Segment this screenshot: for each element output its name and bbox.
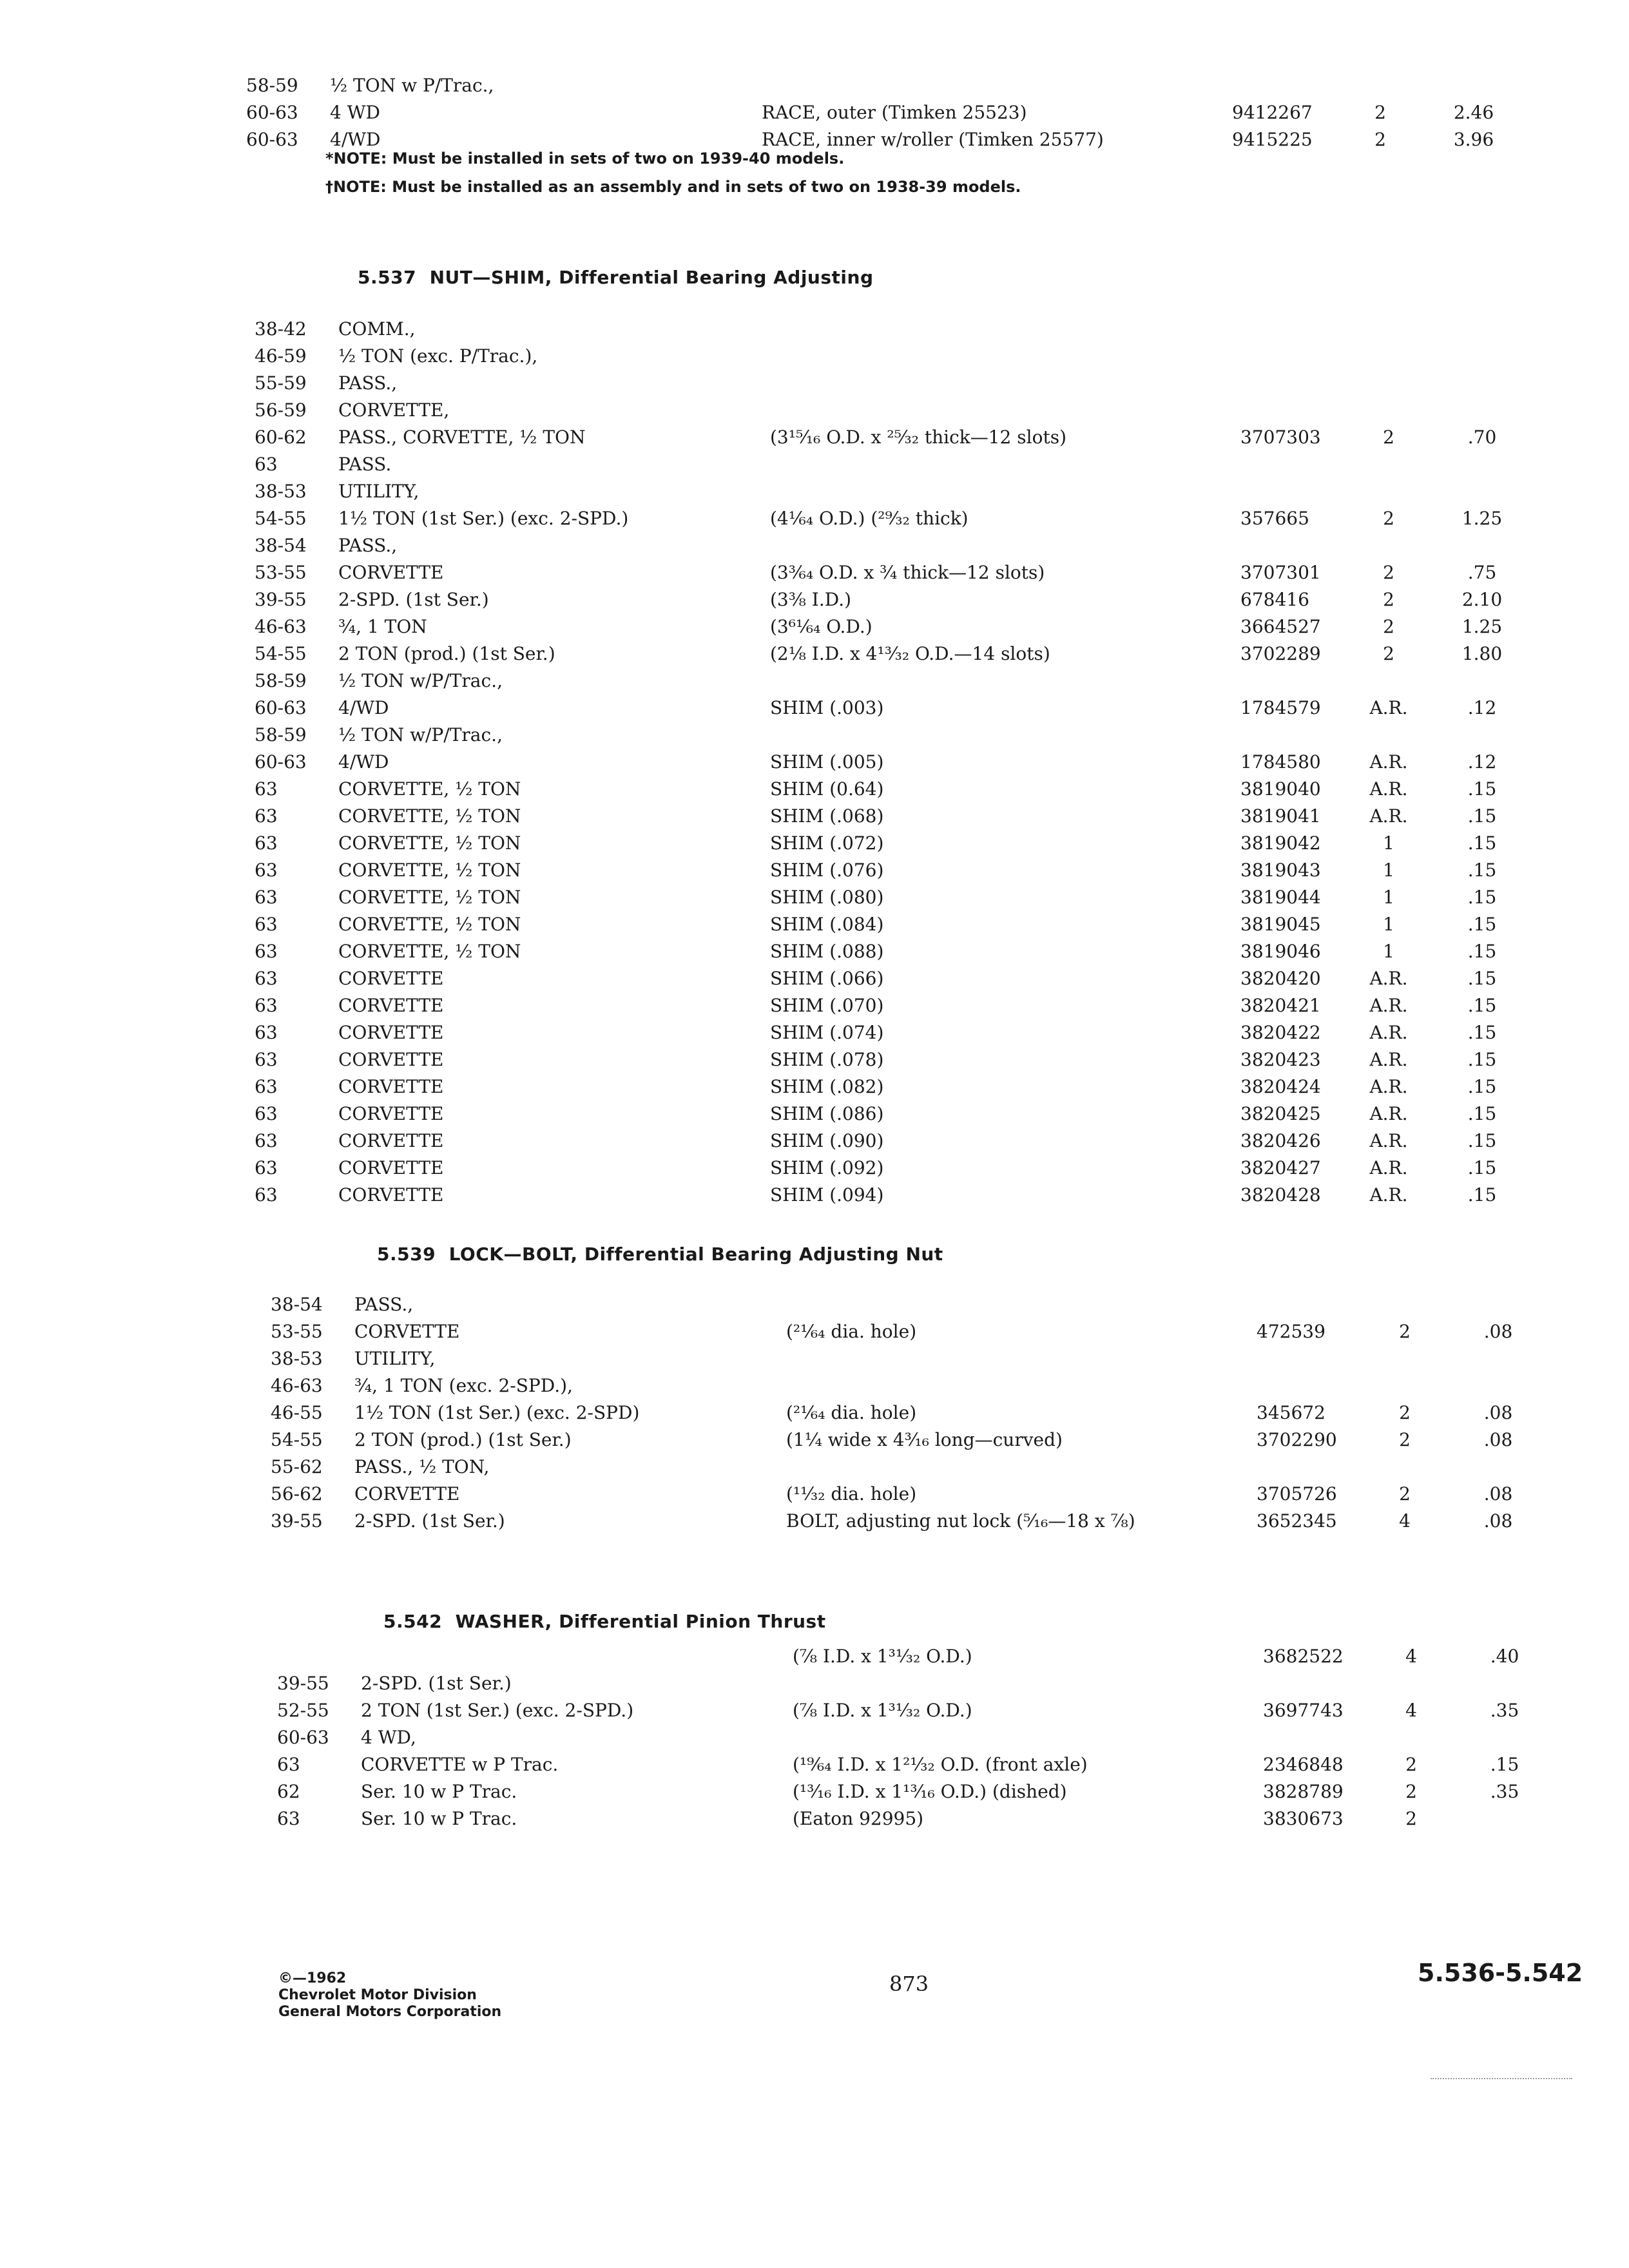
part-number-cell: 3820427	[1240, 1157, 1321, 1178]
part-number-cell: 2346848	[1263, 1754, 1344, 1775]
model-cell: 4/WD	[338, 697, 389, 718]
year-cell: 60-63	[255, 751, 307, 773]
year-cell: 63	[255, 1157, 278, 1178]
model-cell: 2 TON (1st Ser.) (exc. 2-SPD.)	[361, 1700, 634, 1721]
year-cell: 60-63	[277, 1727, 329, 1748]
price-cell: .15	[1467, 995, 1497, 1016]
quantity-cell: 4	[1405, 1700, 1417, 1721]
year-cell: 58-59	[255, 670, 307, 691]
part-number-cell: 3705726	[1257, 1483, 1337, 1504]
description-cell: SHIM (.094)	[770, 1184, 884, 1206]
model-cell: CORVETTE, ½ TON	[338, 860, 521, 881]
year-cell: 38-53	[255, 481, 307, 502]
division: Chevrolet Motor Division	[278, 1987, 477, 2003]
price-cell: .15	[1467, 968, 1497, 989]
model-cell: ¾, 1 TON (exc. 2-SPD.),	[354, 1375, 573, 1396]
part-number-cell: 3828789	[1263, 1781, 1344, 1802]
part-number-cell: 3819040	[1240, 778, 1321, 800]
part-number-cell: 3707301	[1240, 562, 1321, 583]
model-cell: 4 WD,	[361, 1727, 416, 1748]
description-cell: SHIM (0.64)	[770, 778, 884, 800]
year-cell: 62	[277, 1781, 300, 1802]
quantity-cell: 2	[1383, 643, 1394, 664]
part-number-cell: 678416	[1240, 589, 1309, 610]
part-number-cell: 3682522	[1263, 1646, 1344, 1667]
note-2: †NOTE: Must be installed as an assembly and in sets of two on 1938-39 models.	[325, 178, 1021, 196]
price-cell: .35	[1490, 1700, 1519, 1721]
section-header-5-539	[377, 1244, 943, 1265]
model-cell: UTILITY,	[354, 1348, 436, 1369]
quantity-cell: 2	[1383, 589, 1394, 610]
model-cell: CORVETTE	[338, 1130, 444, 1151]
price-cell: .15	[1467, 860, 1497, 881]
model-cell: 2 TON (prod.) (1st Ser.)	[338, 643, 555, 664]
description-cell: BOLT, adjusting nut lock (⁵⁄₁₆—18 x ⅞)	[786, 1510, 1135, 1532]
description-cell: (²¹⁄₆₄ dia. hole)	[786, 1321, 917, 1342]
part-number-cell: 3820426	[1240, 1130, 1321, 1151]
copyright: ©—1962	[278, 1970, 347, 1986]
description-cell: RACE, inner w/roller (Timken 25577)	[762, 129, 1104, 150]
model-cell: CORVETTE,	[338, 399, 450, 421]
year-cell: 55-59	[255, 372, 307, 394]
model-cell: ½ TON (exc. P/Trac.),	[338, 345, 538, 367]
section-number: 5.537	[358, 267, 417, 288]
scan-mark	[1431, 2078, 1572, 2079]
description-cell: SHIM (.068)	[770, 805, 884, 827]
part-number-cell: 472539	[1257, 1321, 1325, 1342]
model-cell: CORVETTE	[354, 1483, 460, 1504]
year-cell: 39-55	[277, 1673, 329, 1694]
year-cell: 63	[255, 454, 278, 475]
quantity-cell: 4	[1405, 1646, 1417, 1667]
price-cell: .08	[1483, 1510, 1513, 1532]
quantity-cell: A.R.	[1369, 1184, 1408, 1206]
quantity-cell: 4	[1399, 1510, 1411, 1532]
part-number-cell: 3702289	[1240, 643, 1321, 664]
quantity-cell: 2	[1383, 427, 1394, 448]
model-cell: PASS.	[338, 454, 392, 475]
year-cell: 63	[277, 1754, 300, 1775]
part-number-cell: 3707303	[1240, 427, 1321, 448]
description-cell: RACE, outer (Timken 25523)	[762, 102, 1027, 123]
quantity-cell: 2	[1405, 1781, 1417, 1802]
year-cell: 63	[255, 1184, 278, 1206]
year-cell: 46-63	[271, 1375, 323, 1396]
year-cell: 53-55	[271, 1321, 323, 1342]
model-cell: CORVETTE, ½ TON	[338, 914, 521, 935]
price-cell: .15	[1467, 1076, 1497, 1097]
model-cell: CORVETTE	[338, 1184, 444, 1206]
quantity-cell: 2	[1399, 1402, 1411, 1423]
quantity-cell: 2	[1405, 1808, 1417, 1829]
year-cell: 63	[255, 887, 278, 908]
note-1: *NOTE: Must be installed in sets of two on 1939-40 models.	[325, 149, 845, 168]
model-cell: PASS.,	[338, 535, 398, 556]
description-cell: SHIM (.086)	[770, 1103, 884, 1124]
price-cell: .15	[1467, 1157, 1497, 1178]
model-cell: 1½ TON (1st Ser.) (exc. 2-SPD.)	[338, 508, 629, 529]
price-cell: .08	[1483, 1321, 1513, 1342]
price-cell: .15	[1467, 805, 1497, 827]
year-cell: 52-55	[277, 1700, 329, 1721]
quantity-cell: 1	[1383, 941, 1394, 962]
section-number: 5.542	[383, 1611, 443, 1632]
quantity-cell: A.R.	[1369, 1103, 1408, 1124]
model-cell: 2-SPD. (1st Ser.)	[338, 589, 489, 610]
description-cell: (¹³⁄₁₆ I.D. x 1¹³⁄₁₆ O.D.) (dished)	[793, 1781, 1067, 1802]
part-number-cell: 3819046	[1240, 941, 1321, 962]
year-cell: 63	[255, 1130, 278, 1151]
year-cell: 63	[277, 1808, 300, 1829]
section-header-5-542	[383, 1611, 826, 1632]
price-cell: 1.25	[1461, 616, 1503, 637]
model-cell: ½ TON w P/Trac.,	[330, 75, 494, 96]
quantity-cell: A.R.	[1369, 1049, 1408, 1070]
year-cell: 60-63	[255, 697, 307, 718]
description-cell: SHIM (.080)	[770, 887, 884, 908]
section-number: 5.539	[377, 1244, 436, 1265]
year-cell: 38-54	[271, 1294, 323, 1315]
section-header-5-537	[358, 267, 874, 288]
description-cell: (¹⁹⁄₆₄ I.D. x 1²¹⁄₃₂ O.D. (front axle)	[793, 1754, 1088, 1775]
price-cell: .15	[1467, 941, 1497, 962]
quantity-cell: A.R.	[1369, 995, 1408, 1016]
description-cell: (1¼ wide x 4³⁄₁₆ long—curved)	[786, 1429, 1063, 1450]
quantity-cell: A.R.	[1369, 1157, 1408, 1178]
year-cell: 39-55	[255, 589, 307, 610]
year-cell: 60-63	[246, 129, 298, 150]
price-cell: 1.80	[1461, 643, 1503, 664]
part-number-cell: 3819041	[1240, 805, 1321, 827]
part-number-cell: 3820425	[1240, 1103, 1321, 1124]
quantity-cell: A.R.	[1369, 697, 1408, 718]
year-cell: 46-59	[255, 345, 307, 367]
year-cell: 39-55	[271, 1510, 323, 1532]
quantity-cell: A.R.	[1369, 1130, 1408, 1151]
quantity-cell: A.R.	[1369, 1022, 1408, 1043]
part-number-cell: 3820421	[1240, 995, 1321, 1016]
price-cell: 2.10	[1461, 589, 1503, 610]
model-cell: CORVETTE, ½ TON	[338, 887, 521, 908]
quantity-cell: 2	[1374, 102, 1386, 123]
year-cell: 38-53	[271, 1348, 323, 1369]
quantity-cell: 1	[1383, 860, 1394, 881]
footer-credits	[278, 1970, 501, 2021]
description-cell: (4¹⁄₆₄ O.D.) (²⁹⁄₃₂ thick)	[770, 508, 969, 529]
model-cell: Ser. 10 w P Trac.	[361, 1808, 517, 1829]
description-cell: (⅞ I.D. x 1³¹⁄₃₂ O.D.)	[793, 1646, 972, 1667]
year-cell: 55-62	[271, 1456, 323, 1477]
year-cell: 63	[255, 968, 278, 989]
model-cell: UTILITY,	[338, 481, 419, 502]
quantity-cell: 2	[1383, 508, 1394, 529]
year-cell: 63	[255, 1103, 278, 1124]
description-cell: (3⅜ I.D.)	[770, 589, 852, 610]
description-cell: SHIM (.005)	[770, 751, 884, 773]
quantity-cell: 2	[1383, 616, 1394, 637]
description-cell: (⅞ I.D. x 1³¹⁄₃₂ O.D.)	[793, 1700, 972, 1721]
quantity-cell: 1	[1383, 914, 1394, 935]
price-cell: .08	[1483, 1429, 1513, 1450]
model-cell: PASS., CORVETTE, ½ TON	[338, 427, 586, 448]
part-number-cell: 3664527	[1240, 616, 1321, 637]
part-number-cell: 3819044	[1240, 887, 1321, 908]
description-cell: (3⁶¹⁄₆₄ O.D.)	[770, 616, 872, 637]
price-cell: .15	[1467, 1130, 1497, 1151]
price-cell: .75	[1467, 562, 1497, 583]
section-title: NUT—SHIM, Differential Bearing Adjusting	[429, 267, 874, 288]
model-cell: CORVETTE	[338, 995, 444, 1016]
year-cell: 63	[255, 860, 278, 881]
model-cell: PASS.,	[354, 1294, 414, 1315]
price-cell: .15	[1467, 1184, 1497, 1206]
part-number-cell: 3820422	[1240, 1022, 1321, 1043]
model-cell: 2 TON (prod.) (1st Ser.)	[354, 1429, 572, 1450]
model-cell: CORVETTE	[338, 1049, 444, 1070]
model-cell: ½ TON w/P/Trac.,	[338, 670, 503, 691]
description-cell: SHIM (.082)	[770, 1076, 884, 1097]
price-cell: .35	[1490, 1781, 1519, 1802]
quantity-cell: A.R.	[1369, 805, 1408, 827]
section-title: WASHER, Differential Pinion Thrust	[455, 1611, 826, 1632]
price-cell: .15	[1490, 1754, 1519, 1775]
model-cell: ¾, 1 TON	[338, 616, 427, 637]
part-number-cell: 3819043	[1240, 860, 1321, 881]
year-cell: 63	[255, 1049, 278, 1070]
year-cell: 54-55	[271, 1429, 323, 1450]
quantity-cell: 2	[1399, 1429, 1411, 1450]
year-cell: 60-62	[255, 427, 307, 448]
model-cell: Ser. 10 w P Trac.	[361, 1781, 517, 1802]
part-number-cell: 3820420	[1240, 968, 1321, 989]
description-cell: SHIM (.078)	[770, 1049, 884, 1070]
description-cell: (²¹⁄₆₄ dia. hole)	[786, 1402, 917, 1423]
part-number-cell: 357665	[1240, 508, 1309, 529]
price-cell: .08	[1483, 1402, 1513, 1423]
part-number-cell: 3819045	[1240, 914, 1321, 935]
description-cell: (3¹⁵⁄₁₆ O.D. x ²⁵⁄₃₂ thick—12 slots)	[770, 427, 1066, 448]
part-number-cell: 3819042	[1240, 832, 1321, 854]
model-cell: 2-SPD. (1st Ser.)	[354, 1510, 505, 1532]
quantity-cell: 2	[1374, 129, 1386, 150]
part-number-cell: 3820424	[1240, 1076, 1321, 1097]
description-cell: (3³⁄₆₄ O.D. x ¾ thick—12 slots)	[770, 562, 1045, 583]
part-number-cell: 9415225	[1232, 129, 1313, 150]
quantity-cell: 2	[1383, 562, 1394, 583]
quantity-cell: 1	[1383, 832, 1394, 854]
description-cell: SHIM (.092)	[770, 1157, 884, 1178]
model-cell: CORVETTE, ½ TON	[338, 778, 521, 800]
model-cell: ½ TON w/P/Trac.,	[338, 724, 503, 745]
quantity-cell: 2	[1399, 1321, 1411, 1342]
part-number-cell: 3697743	[1263, 1700, 1344, 1721]
description-cell: SHIM (.074)	[770, 1022, 884, 1043]
model-cell: PASS., ½ TON,	[354, 1456, 490, 1477]
year-cell: 63	[255, 914, 278, 935]
price-cell: .12	[1467, 751, 1497, 773]
part-number-cell: 1784579	[1240, 697, 1321, 718]
part-number-cell: 3820423	[1240, 1049, 1321, 1070]
year-cell: 58-59	[255, 724, 307, 745]
price-cell: .15	[1467, 1022, 1497, 1043]
year-cell: 46-55	[271, 1402, 323, 1423]
description-cell: SHIM (.084)	[770, 914, 884, 935]
year-cell: 54-55	[255, 508, 307, 529]
page-number: 873	[889, 1972, 929, 1996]
part-number-cell: 3820428	[1240, 1184, 1321, 1206]
price-cell: .15	[1467, 1103, 1497, 1124]
year-cell: 63	[255, 832, 278, 854]
model-cell: 2-SPD. (1st Ser.)	[361, 1673, 512, 1694]
part-number-cell: 3830673	[1263, 1808, 1344, 1829]
corporation: General Motors Corporation	[278, 2004, 502, 2020]
model-cell: 4 WD	[330, 102, 380, 123]
section-range: 5.536-5.542	[1418, 1959, 1583, 1987]
part-number-cell: 3652345	[1257, 1510, 1337, 1532]
price-cell: .15	[1467, 914, 1497, 935]
model-cell: CORVETTE	[354, 1321, 460, 1342]
price-cell: .15	[1467, 887, 1497, 908]
year-cell: 54-55	[255, 643, 307, 664]
model-cell: CORVETTE	[338, 1157, 444, 1178]
description-cell: (Eaton 92995)	[793, 1808, 924, 1829]
model-cell: CORVETTE w P Trac.	[361, 1754, 559, 1775]
description-cell: SHIM (.076)	[770, 860, 884, 881]
model-cell: CORVETTE, ½ TON	[338, 805, 521, 827]
model-cell: 4/WD	[330, 129, 381, 150]
year-cell: 56-62	[271, 1483, 323, 1504]
part-number-cell: 1784580	[1240, 751, 1321, 773]
model-cell: CORVETTE	[338, 562, 444, 583]
part-number-cell: 3702290	[1257, 1429, 1337, 1450]
description-cell: (¹¹⁄₃₂ dia. hole)	[786, 1483, 917, 1504]
description-cell: SHIM (.070)	[770, 995, 884, 1016]
model-cell: CORVETTE	[338, 1076, 444, 1097]
year-cell: 63	[255, 1022, 278, 1043]
year-cell: 63	[255, 1076, 278, 1097]
year-cell: 38-54	[255, 535, 307, 556]
price-cell: .08	[1483, 1483, 1513, 1504]
year-cell: 63	[255, 995, 278, 1016]
year-cell: 63	[255, 778, 278, 800]
description-cell: SHIM (.003)	[770, 697, 884, 718]
model-cell: CORVETTE, ½ TON	[338, 941, 521, 962]
model-cell: CORVETTE	[338, 1103, 444, 1124]
year-cell: 58-59	[246, 75, 298, 96]
description-cell: SHIM (.066)	[770, 968, 884, 989]
model-cell: CORVETTE	[338, 968, 444, 989]
model-cell: 1½ TON (1st Ser.) (exc. 2-SPD)	[354, 1402, 640, 1423]
part-number-cell: 345672	[1257, 1402, 1325, 1423]
quantity-cell: 2	[1399, 1483, 1411, 1504]
description-cell: SHIM (.072)	[770, 832, 884, 854]
year-cell: 60-63	[246, 102, 298, 123]
price-cell: 2.46	[1453, 102, 1494, 123]
year-cell: 56-59	[255, 399, 307, 421]
section-title: LOCK—BOLT, Differential Bearing Adjusting Nut	[448, 1244, 943, 1265]
model-cell: PASS.,	[338, 372, 398, 394]
model-cell: CORVETTE, ½ TON	[338, 832, 521, 854]
quantity-cell: A.R.	[1369, 778, 1408, 800]
model-cell: 4/WD	[338, 751, 389, 773]
price-cell: .70	[1467, 427, 1497, 448]
description-cell: SHIM (.088)	[770, 941, 884, 962]
model-cell: COMM.,	[338, 318, 416, 340]
year-cell: 63	[255, 805, 278, 827]
price-cell: .12	[1467, 697, 1497, 718]
year-cell: 53-55	[255, 562, 307, 583]
price-cell: .15	[1467, 778, 1497, 800]
year-cell: 38-42	[255, 318, 307, 340]
price-cell: .40	[1490, 1646, 1519, 1667]
description-cell: SHIM (.090)	[770, 1130, 884, 1151]
price-cell: 3.96	[1453, 129, 1494, 150]
price-cell: 1.25	[1461, 508, 1503, 529]
year-cell: 46-63	[255, 616, 307, 637]
quantity-cell: A.R.	[1369, 1076, 1408, 1097]
year-cell: 63	[255, 941, 278, 962]
quantity-cell: A.R.	[1369, 751, 1408, 773]
quantity-cell: A.R.	[1369, 968, 1408, 989]
quantity-cell: 1	[1383, 887, 1394, 908]
quantity-cell: 2	[1405, 1754, 1417, 1775]
price-cell: .15	[1467, 1049, 1497, 1070]
description-cell: (2⅛ I.D. x 4¹³⁄₃₂ O.D.—14 slots)	[770, 643, 1050, 664]
model-cell: CORVETTE	[338, 1022, 444, 1043]
part-number-cell: 9412267	[1232, 102, 1313, 123]
price-cell: .15	[1467, 832, 1497, 854]
